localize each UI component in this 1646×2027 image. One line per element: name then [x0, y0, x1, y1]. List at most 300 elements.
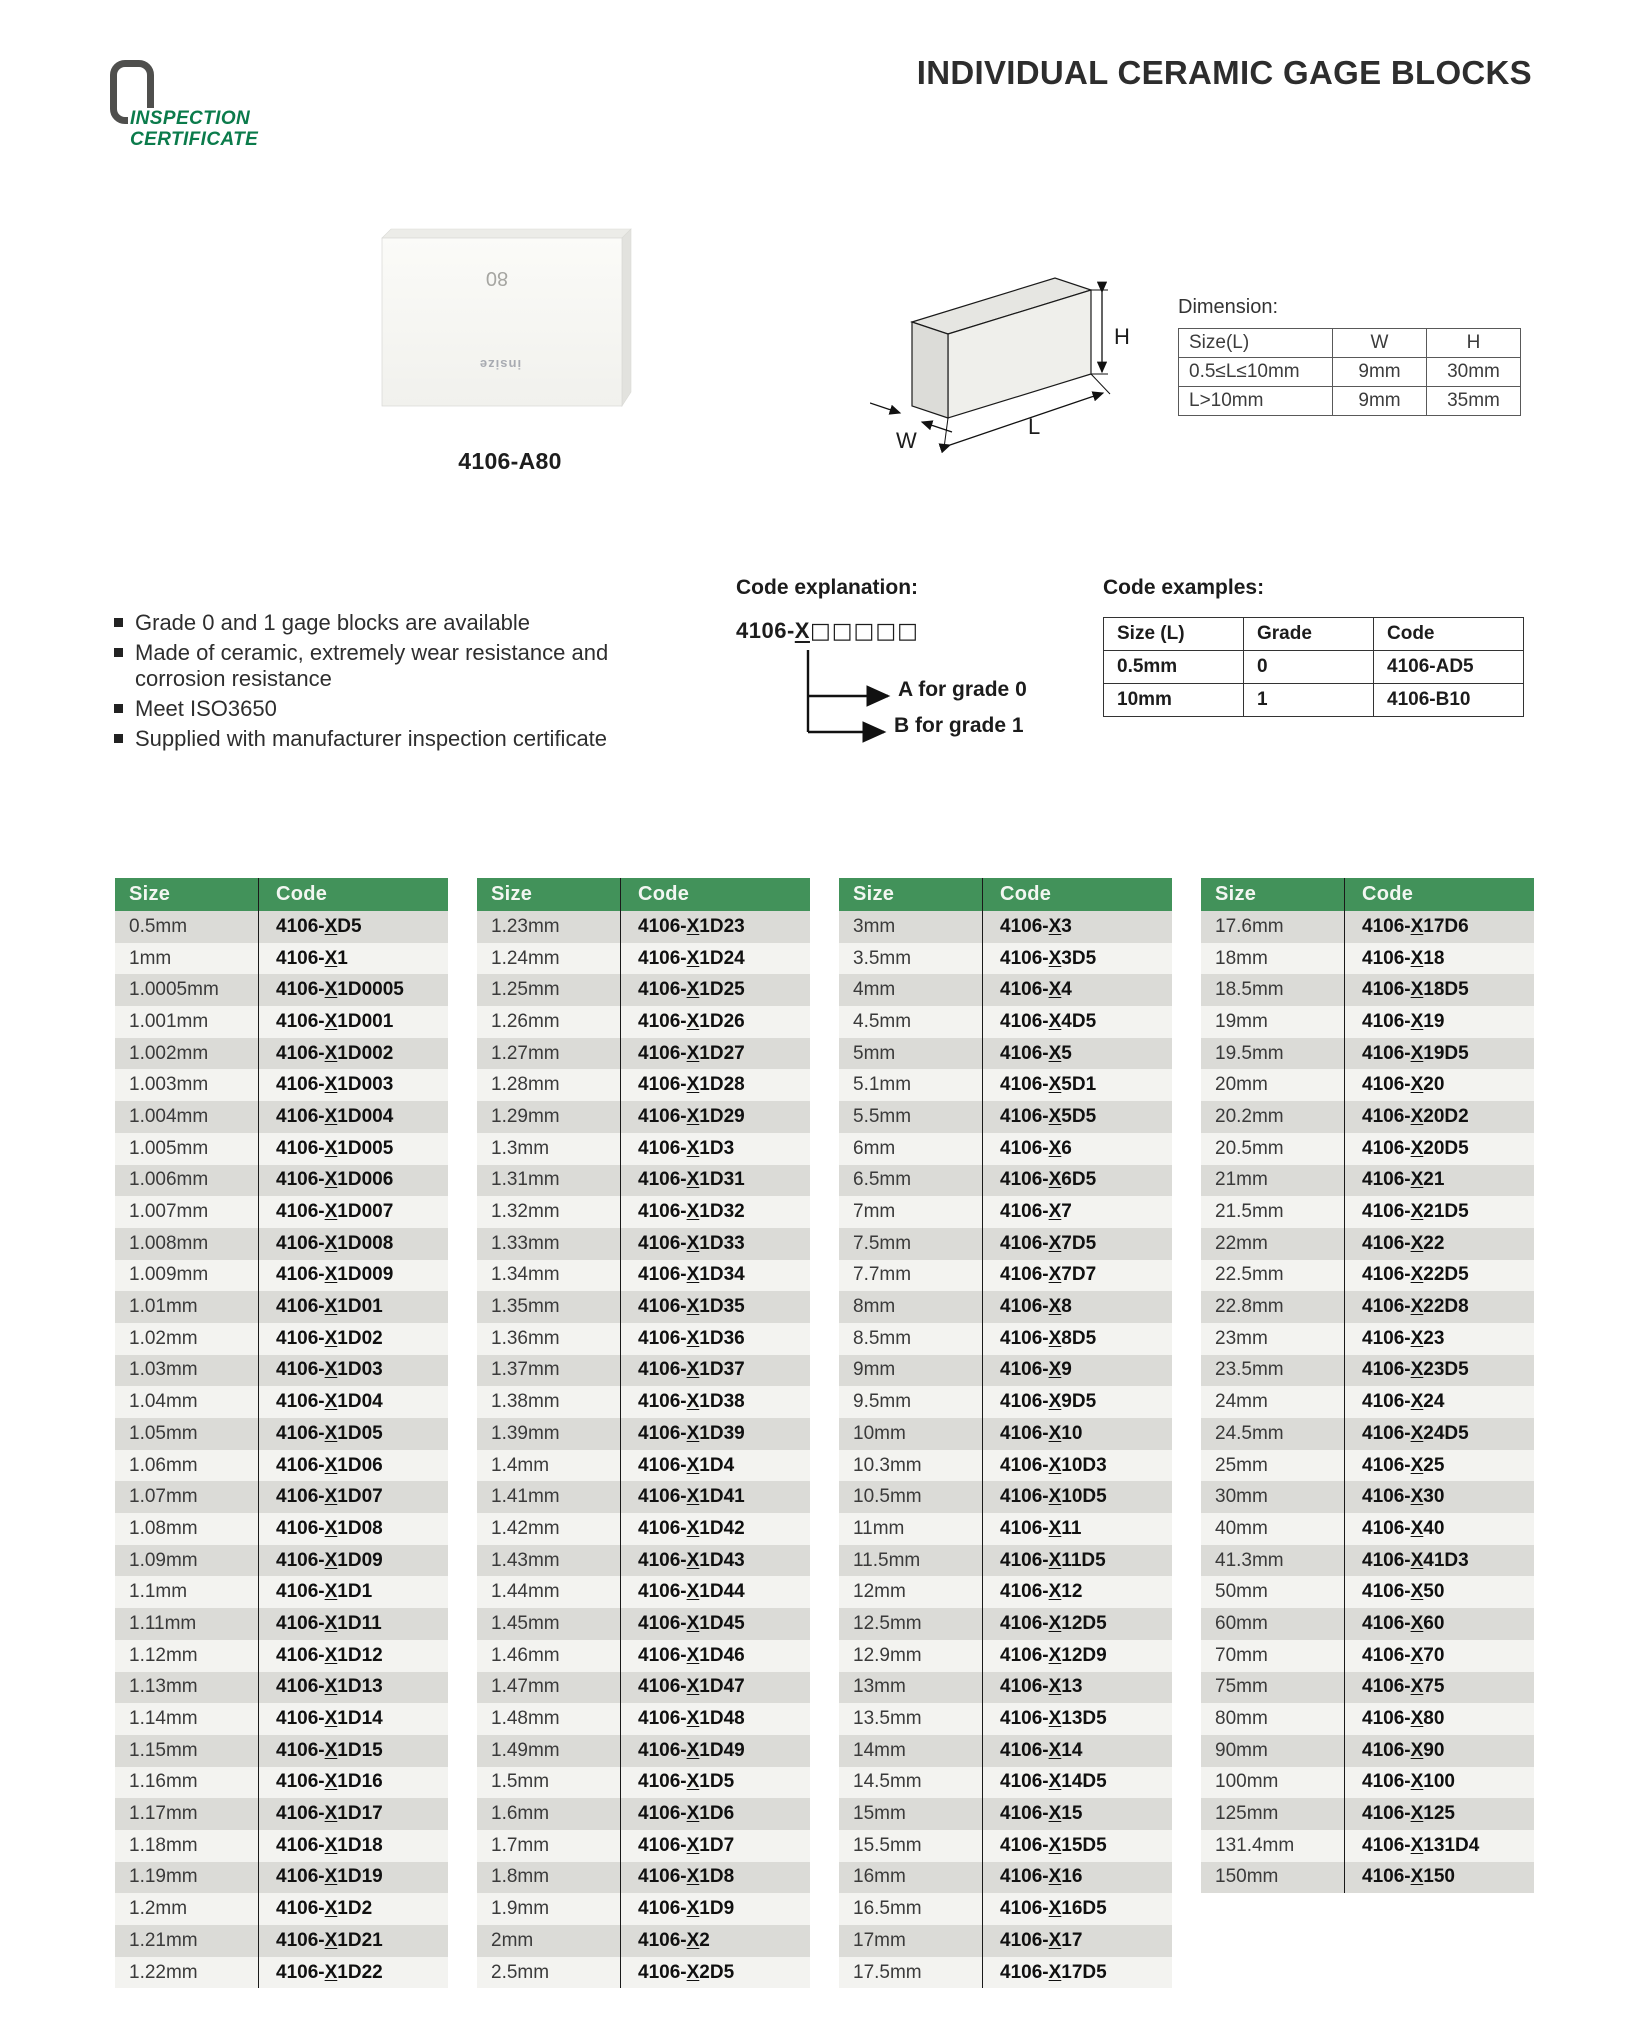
underlined-x: X [324, 1803, 338, 1825]
underlined-x: X [1410, 1644, 1424, 1666]
underlined-x: X [324, 1771, 338, 1793]
code-cell: 4106- X 10D5 [982, 1481, 1172, 1513]
code-cell: 4106- X 131D4 [1344, 1830, 1534, 1862]
size-cell: 3mm [853, 915, 896, 937]
underlined-x: X [1048, 1422, 1062, 1444]
size-cell: 23.5mm [1215, 1359, 1284, 1381]
logo-line-1: INSPECTION [128, 108, 262, 129]
size-cell: 1.44mm [491, 1581, 560, 1603]
size-cell: 1.25mm [491, 979, 560, 1001]
size-cell: 1.12mm [129, 1644, 198, 1666]
size-cell: 6mm [853, 1137, 896, 1159]
table-row [115, 1291, 448, 1323]
underlined-x: X [324, 1929, 338, 1951]
table-row [477, 1798, 810, 1830]
size-cell: 1.31mm [491, 1169, 560, 1191]
code-cell: 4106- X 1D45 [620, 1608, 810, 1640]
table-row [1201, 1513, 1534, 1545]
size-code-table-4 [1201, 878, 1534, 1893]
code-cell: 4106- X 1D2 [258, 1893, 448, 1925]
code-cell: 4106- X 1D12 [258, 1640, 448, 1672]
code-cell: 4106- X 8 [982, 1291, 1172, 1323]
code-cell: 4106- X 6D5 [982, 1165, 1172, 1197]
underlined-x: X [1048, 1834, 1062, 1856]
table-row [1201, 1101, 1534, 1133]
code-cell: 4106- X 80 [1344, 1703, 1534, 1735]
underlined-x: X [1410, 1327, 1424, 1349]
code-cell: 4106- X 1D35 [620, 1291, 810, 1323]
underlined-x: X [1048, 1612, 1062, 1634]
size-cell: 12.5mm [853, 1612, 922, 1634]
code-column-header: Code [620, 878, 810, 911]
table-row [839, 1165, 1172, 1197]
code-cell: 4106- X 1D06 [258, 1450, 448, 1482]
underlined-x: X [686, 1105, 700, 1127]
product-caption: 4106-A80 [458, 448, 562, 474]
size-cell: 1.8mm [491, 1866, 550, 1888]
code-cell: 4106- X 1D18 [258, 1830, 448, 1862]
size-cell: 2.5mm [491, 1961, 550, 1983]
code-cell: 4106- X 1D9 [620, 1893, 810, 1925]
size-cell: 75mm [1215, 1676, 1268, 1698]
table-row [115, 1703, 448, 1735]
code-cell: 4106- X 22D8 [1344, 1291, 1534, 1323]
size-cell: 17.5mm [853, 1961, 922, 1983]
table-row [115, 1608, 448, 1640]
size-cell: 10.3mm [853, 1454, 922, 1476]
code-cell: 4106- X 5D5 [982, 1101, 1172, 1133]
code-cell: 4106- X 70 [1344, 1640, 1534, 1672]
underlined-x: X [1048, 1549, 1062, 1571]
code-examples-table [1103, 617, 1524, 717]
table-row [839, 1893, 1172, 1925]
table-row [115, 1735, 448, 1767]
table-row [477, 1228, 810, 1260]
dim-header-h: H [1427, 329, 1521, 358]
size-cell: 7.5mm [853, 1232, 912, 1254]
code-cell: 4106- X 60 [1344, 1608, 1534, 1640]
size-cell: 24mm [1215, 1391, 1268, 1413]
code-cell: 4106- X 3D5 [982, 943, 1172, 975]
size-cell: 125mm [1215, 1803, 1279, 1825]
table-row [1201, 1672, 1534, 1704]
size-cell: 1.0005mm [129, 979, 219, 1001]
table-row [1201, 1767, 1534, 1799]
underlined-x: X [1410, 915, 1424, 937]
underlined-x: X [1410, 1771, 1424, 1793]
code-cell: 4106- X 1D23 [620, 911, 810, 943]
code-cell: 4106- X 24D5 [1344, 1418, 1534, 1450]
grade-arrow-lines [736, 648, 906, 743]
size-cell: 1.05mm [129, 1422, 198, 1444]
table-row [477, 1165, 810, 1197]
table-row [477, 1925, 810, 1957]
code-cell: 4106- X 1D005 [258, 1133, 448, 1165]
underlined-x: X [1048, 979, 1062, 1001]
code-cell: 4106- X 2 [620, 1925, 810, 1957]
underlined-x: X [1410, 1486, 1424, 1508]
width-cell: 9mm [1333, 358, 1427, 387]
code-cell: 4106- X 7 [982, 1196, 1172, 1228]
table-row [115, 1260, 448, 1292]
table-row [839, 1672, 1172, 1704]
size-cell: 12.9mm [853, 1644, 922, 1666]
code-cell: 4106- X 1D33 [620, 1228, 810, 1260]
table-row [839, 1703, 1172, 1735]
size-cell: 1.4mm [491, 1454, 550, 1476]
code-cell: 4106- X 1D006 [258, 1165, 448, 1197]
logo-line-2: CERTIFICATE [128, 129, 262, 150]
size-cell: 1.002mm [129, 1042, 209, 1064]
size-cell: 1.03mm [129, 1359, 198, 1381]
code-cell: 4106- X 20D5 [1344, 1133, 1534, 1165]
code-pattern [736, 618, 919, 644]
underlined-x: X [1410, 1391, 1424, 1413]
table-row [1201, 1450, 1534, 1482]
h-label: H [1114, 324, 1130, 349]
size-cell: 18.5mm [1215, 979, 1284, 1001]
table-header [1201, 878, 1534, 911]
code-placeholder-boxes: □□□□□ [809, 619, 919, 644]
underlined-x: X [1410, 1739, 1424, 1761]
underlined-x: X [1048, 1074, 1062, 1096]
table-row [115, 1576, 448, 1608]
table-row [839, 1355, 1172, 1387]
code-cell: 4106- X 1D0005 [258, 974, 448, 1006]
table-row [477, 1323, 810, 1355]
dim-header-size: Size(L) [1179, 329, 1333, 358]
ex-header-grade: Grade [1244, 618, 1374, 651]
underlined-x: X [324, 1866, 338, 1888]
underlined-x: X [686, 1581, 700, 1603]
feature-text: Grade 0 and 1 gage blocks are available [135, 610, 531, 635]
code-cell: 4106- X 1D02 [258, 1323, 448, 1355]
table-row [1201, 1196, 1534, 1228]
table-row [115, 1450, 448, 1482]
dimension-table [1178, 328, 1521, 416]
table-row [115, 943, 448, 975]
size-cell: 19mm [1215, 1010, 1268, 1032]
underlined-x: X [1410, 1296, 1424, 1318]
code-cell: 4106- X 1D39 [620, 1418, 810, 1450]
table-row [839, 1450, 1172, 1482]
size-cell: 24.5mm [1215, 1422, 1284, 1444]
size-cell: 8mm [853, 1296, 896, 1318]
underlined-x: X [686, 1486, 700, 1508]
code-cell: 4106- X 1D19 [258, 1862, 448, 1894]
code-cell: 4106- X 1D7 [620, 1830, 810, 1862]
table-row [1201, 1069, 1534, 1101]
table-row [115, 1101, 448, 1133]
underlined-x: X [686, 1612, 700, 1634]
size-cell: 1.41mm [491, 1486, 560, 1508]
underlined-x: X [1048, 1296, 1062, 1318]
table-row [477, 1386, 810, 1418]
code-cell: 4106- X 40 [1344, 1513, 1534, 1545]
size-cell: 20.5mm [1215, 1137, 1284, 1159]
size-cell: 1.13mm [129, 1676, 198, 1698]
underlined-x: X [686, 1042, 700, 1064]
table-header [839, 878, 1172, 911]
feature-item [112, 610, 647, 636]
size-cell: 9mm [853, 1359, 896, 1381]
table-row [839, 1069, 1172, 1101]
underlined-x: X [1410, 1454, 1424, 1476]
size-range-cell: 0.5≤L≤10mm [1179, 358, 1333, 387]
size-column-header: Size [853, 883, 895, 905]
table-row [477, 1291, 810, 1323]
underlined-x: X [1048, 1961, 1062, 1983]
code-cell: 4106- X 1D46 [620, 1640, 810, 1672]
table-row [115, 1830, 448, 1862]
underlined-x: X [1048, 947, 1062, 969]
code-cell: 4106- X 1D26 [620, 1006, 810, 1038]
code-cell: 4106- X 1D13 [258, 1672, 448, 1704]
underlined-x: X [1048, 1169, 1062, 1191]
code-cell: 4106- X 18D5 [1344, 974, 1534, 1006]
code-cell: 4106- X 21D5 [1344, 1196, 1534, 1228]
page-title: INDIVIDUAL CERAMIC GAGE BLOCKS [916, 54, 1532, 91]
height-cell: 35mm [1427, 387, 1521, 416]
underlined-x: X [324, 1296, 338, 1318]
underlined-x: X [1048, 1929, 1062, 1951]
size-cell: 4mm [853, 979, 896, 1001]
table-row [1201, 1291, 1534, 1323]
table-header [477, 878, 810, 911]
size-cell: 21mm [1215, 1169, 1268, 1191]
table-row [115, 1355, 448, 1387]
size-cell: 1.02mm [129, 1327, 198, 1349]
table-row [477, 1481, 810, 1513]
table-row [477, 1450, 810, 1482]
size-cell: 40mm [1215, 1517, 1268, 1539]
size-cell: 1.26mm [491, 1010, 560, 1032]
code-cell: 4106- X 15D5 [982, 1830, 1172, 1862]
underlined-x: X [686, 1517, 700, 1539]
table-row [839, 1038, 1172, 1070]
size-cell: 1.1mm [129, 1581, 188, 1603]
table-row [839, 1640, 1172, 1672]
underlined-x: X [686, 1296, 700, 1318]
size-cell: 1.009mm [129, 1264, 209, 1286]
size-cell: 90mm [1215, 1739, 1268, 1761]
size-cell: 1.46mm [491, 1644, 560, 1666]
size-cell: 18mm [1215, 947, 1268, 969]
size-cell: 1.3mm [491, 1137, 550, 1159]
table-row [115, 1323, 448, 1355]
table-row [1201, 1260, 1534, 1292]
size-cell: 22.8mm [1215, 1296, 1284, 1318]
size-cell: 7mm [853, 1201, 896, 1223]
code-cell: 4106- X 1D002 [258, 1038, 448, 1070]
size-cell: 14mm [853, 1739, 906, 1761]
size-cell: 1.01mm [129, 1296, 198, 1318]
code-cell: 4106- X 50 [1344, 1576, 1534, 1608]
underlined-x: X [686, 1803, 700, 1825]
block-brand-mark: insize [478, 357, 522, 372]
code-cell: 4106- X 1D44 [620, 1576, 810, 1608]
size-cell: 15.5mm [853, 1834, 922, 1856]
underlined-x: X [1048, 1327, 1062, 1349]
feature-text: Supplied with manufacturer inspection certificate [135, 726, 608, 751]
bullet-square-icon [114, 618, 123, 627]
size-cell: 1.43mm [491, 1549, 560, 1571]
underlined-x: X [686, 1834, 700, 1856]
underlined-x: X [1048, 1391, 1062, 1413]
underlined-x: X [686, 947, 700, 969]
table-row [839, 1196, 1172, 1228]
code-cell: 4106- X 23D5 [1344, 1355, 1534, 1387]
code-cell: 4106- X 1D009 [258, 1260, 448, 1292]
feature-item [112, 726, 647, 752]
code-cell: 4106-B10 [1374, 684, 1524, 717]
code-cell: 4106- X 9D5 [982, 1386, 1172, 1418]
code-column-header: Code [258, 878, 448, 911]
table-row [477, 1640, 810, 1672]
code-cell: 4106- X 5D1 [982, 1069, 1172, 1101]
size-cell: 1.6mm [491, 1803, 550, 1825]
size-cell: 1.9mm [491, 1898, 550, 1920]
code-cell: 4106- X 75 [1344, 1672, 1534, 1704]
underlined-x: X [1410, 1074, 1424, 1096]
table-row [477, 1545, 810, 1577]
underlined-x: X [324, 1644, 338, 1666]
dim-header-w: W [1333, 329, 1427, 358]
table-row [115, 1481, 448, 1513]
size-cell: 1.19mm [129, 1866, 198, 1888]
code-cell: 4106- X 10 [982, 1418, 1172, 1450]
code-cell: 4106- X 1D001 [258, 1006, 448, 1038]
size-cell: 1.48mm [491, 1708, 560, 1730]
underlined-x: X [1048, 1201, 1062, 1223]
size-cell: 21.5mm [1215, 1201, 1284, 1223]
underlined-x: X [1410, 1010, 1424, 1032]
size-cell: 1.37mm [491, 1359, 560, 1381]
code-cell: 4106- X 6 [982, 1133, 1172, 1165]
table-row [839, 943, 1172, 975]
size-cell: 5.5mm [853, 1105, 912, 1127]
size-cell: 16.5mm [853, 1898, 922, 1920]
table-header [115, 878, 448, 911]
code-cell: 4106- X 22D5 [1344, 1260, 1534, 1292]
table-row [839, 974, 1172, 1006]
size-cell: 1.7mm [491, 1834, 550, 1856]
underlined-x: X [1048, 1676, 1062, 1698]
underlined-x: X [1410, 1549, 1424, 1571]
dimension-heading: Dimension: [1178, 296, 1279, 318]
table-row [1201, 1608, 1534, 1640]
size-cell: 70mm [1215, 1644, 1268, 1666]
underlined-x: X [324, 979, 338, 1001]
table-row [115, 1196, 448, 1228]
table-row [839, 1735, 1172, 1767]
size-cell: 1.004mm [129, 1105, 209, 1127]
code-cell: 4106- X 24 [1344, 1386, 1534, 1418]
code-cell: 4106- X 17D5 [982, 1957, 1172, 1989]
table-row [839, 911, 1172, 943]
code-examples-header [1104, 618, 1524, 651]
code-cell: 4106- X 1D16 [258, 1767, 448, 1799]
underlined-x: X [324, 1391, 338, 1413]
code-cell: 4106- X 15 [982, 1798, 1172, 1830]
table-row [477, 1576, 810, 1608]
underlined-x: X [1410, 1581, 1424, 1603]
code-cell: 4106- X 1 [258, 943, 448, 975]
underlined-x: X [1048, 1232, 1062, 1254]
table-row [477, 1006, 810, 1038]
size-range-cell: L>10mm [1179, 387, 1333, 416]
size-cell: 20mm [1215, 1074, 1268, 1096]
table-row [115, 1513, 448, 1545]
table-row [1201, 1576, 1534, 1608]
code-cell: 4106- X 23 [1344, 1323, 1534, 1355]
table-row [1201, 1038, 1534, 1070]
underlined-x: X [1048, 1454, 1062, 1476]
size-code-table-1 [115, 878, 448, 1988]
size-cell: 60mm [1215, 1612, 1268, 1634]
table-row [1201, 1735, 1534, 1767]
code-cell: 4106- X 8D5 [982, 1323, 1172, 1355]
table-row [477, 1893, 810, 1925]
table-row [477, 1101, 810, 1133]
underlined-x: X [1048, 1105, 1062, 1127]
table-row [115, 1133, 448, 1165]
table-row [1201, 1640, 1534, 1672]
code-explanation-section [736, 576, 1066, 644]
table-row [115, 1069, 448, 1101]
code-cell: 4106- X 4 [982, 974, 1172, 1006]
underlined-x: X [324, 1898, 338, 1920]
size-cell: 1mm [129, 947, 172, 969]
underlined-x: X [1410, 1708, 1424, 1730]
size-cell: 11.5mm [853, 1549, 921, 1571]
underlined-x: X [1410, 1866, 1424, 1888]
size-cell: 5mm [853, 1042, 896, 1064]
code-cell: 4106- X 1D07 [258, 1481, 448, 1513]
underlined-x: X [1048, 1898, 1062, 1920]
table-row [1201, 1323, 1534, 1355]
underlined-x: X [686, 1739, 700, 1761]
underlined-x: X [686, 1074, 700, 1096]
size-cell: 1.04mm [129, 1391, 198, 1413]
code-cell: 4106- X 1D004 [258, 1101, 448, 1133]
size-cell: 0.5mm [1104, 651, 1244, 684]
underlined-x: X [324, 1961, 338, 1983]
size-cell: 20.2mm [1215, 1105, 1284, 1127]
code-cell: 4106- X 20 [1344, 1069, 1534, 1101]
underlined-x: X [324, 1454, 338, 1476]
size-cell: 1.29mm [491, 1105, 560, 1127]
underlined-x: X [324, 915, 338, 937]
table-row [1104, 651, 1524, 684]
underlined-x: X [324, 1676, 338, 1698]
table-row [115, 1386, 448, 1418]
size-cell: 1.32mm [491, 1201, 560, 1223]
grade-1-label: B for grade 1 [894, 714, 1024, 737]
feature-text: Made of ceramic, extremely wear resistance and corrosion resistance [135, 640, 609, 691]
underlined-x: X [1048, 1866, 1062, 1888]
table-row [839, 1862, 1172, 1894]
code-cell: 4106- X 17 [982, 1925, 1172, 1957]
underlined-x: X [324, 1612, 338, 1634]
underlined-x: X [686, 1232, 700, 1254]
underlined-x: X [324, 1327, 338, 1349]
underlined-x: X [1410, 1834, 1424, 1856]
code-examples-section [1103, 576, 1523, 717]
w-label: W [896, 428, 917, 453]
table-row [1201, 911, 1534, 943]
size-cell: 1.21mm [129, 1929, 198, 1951]
